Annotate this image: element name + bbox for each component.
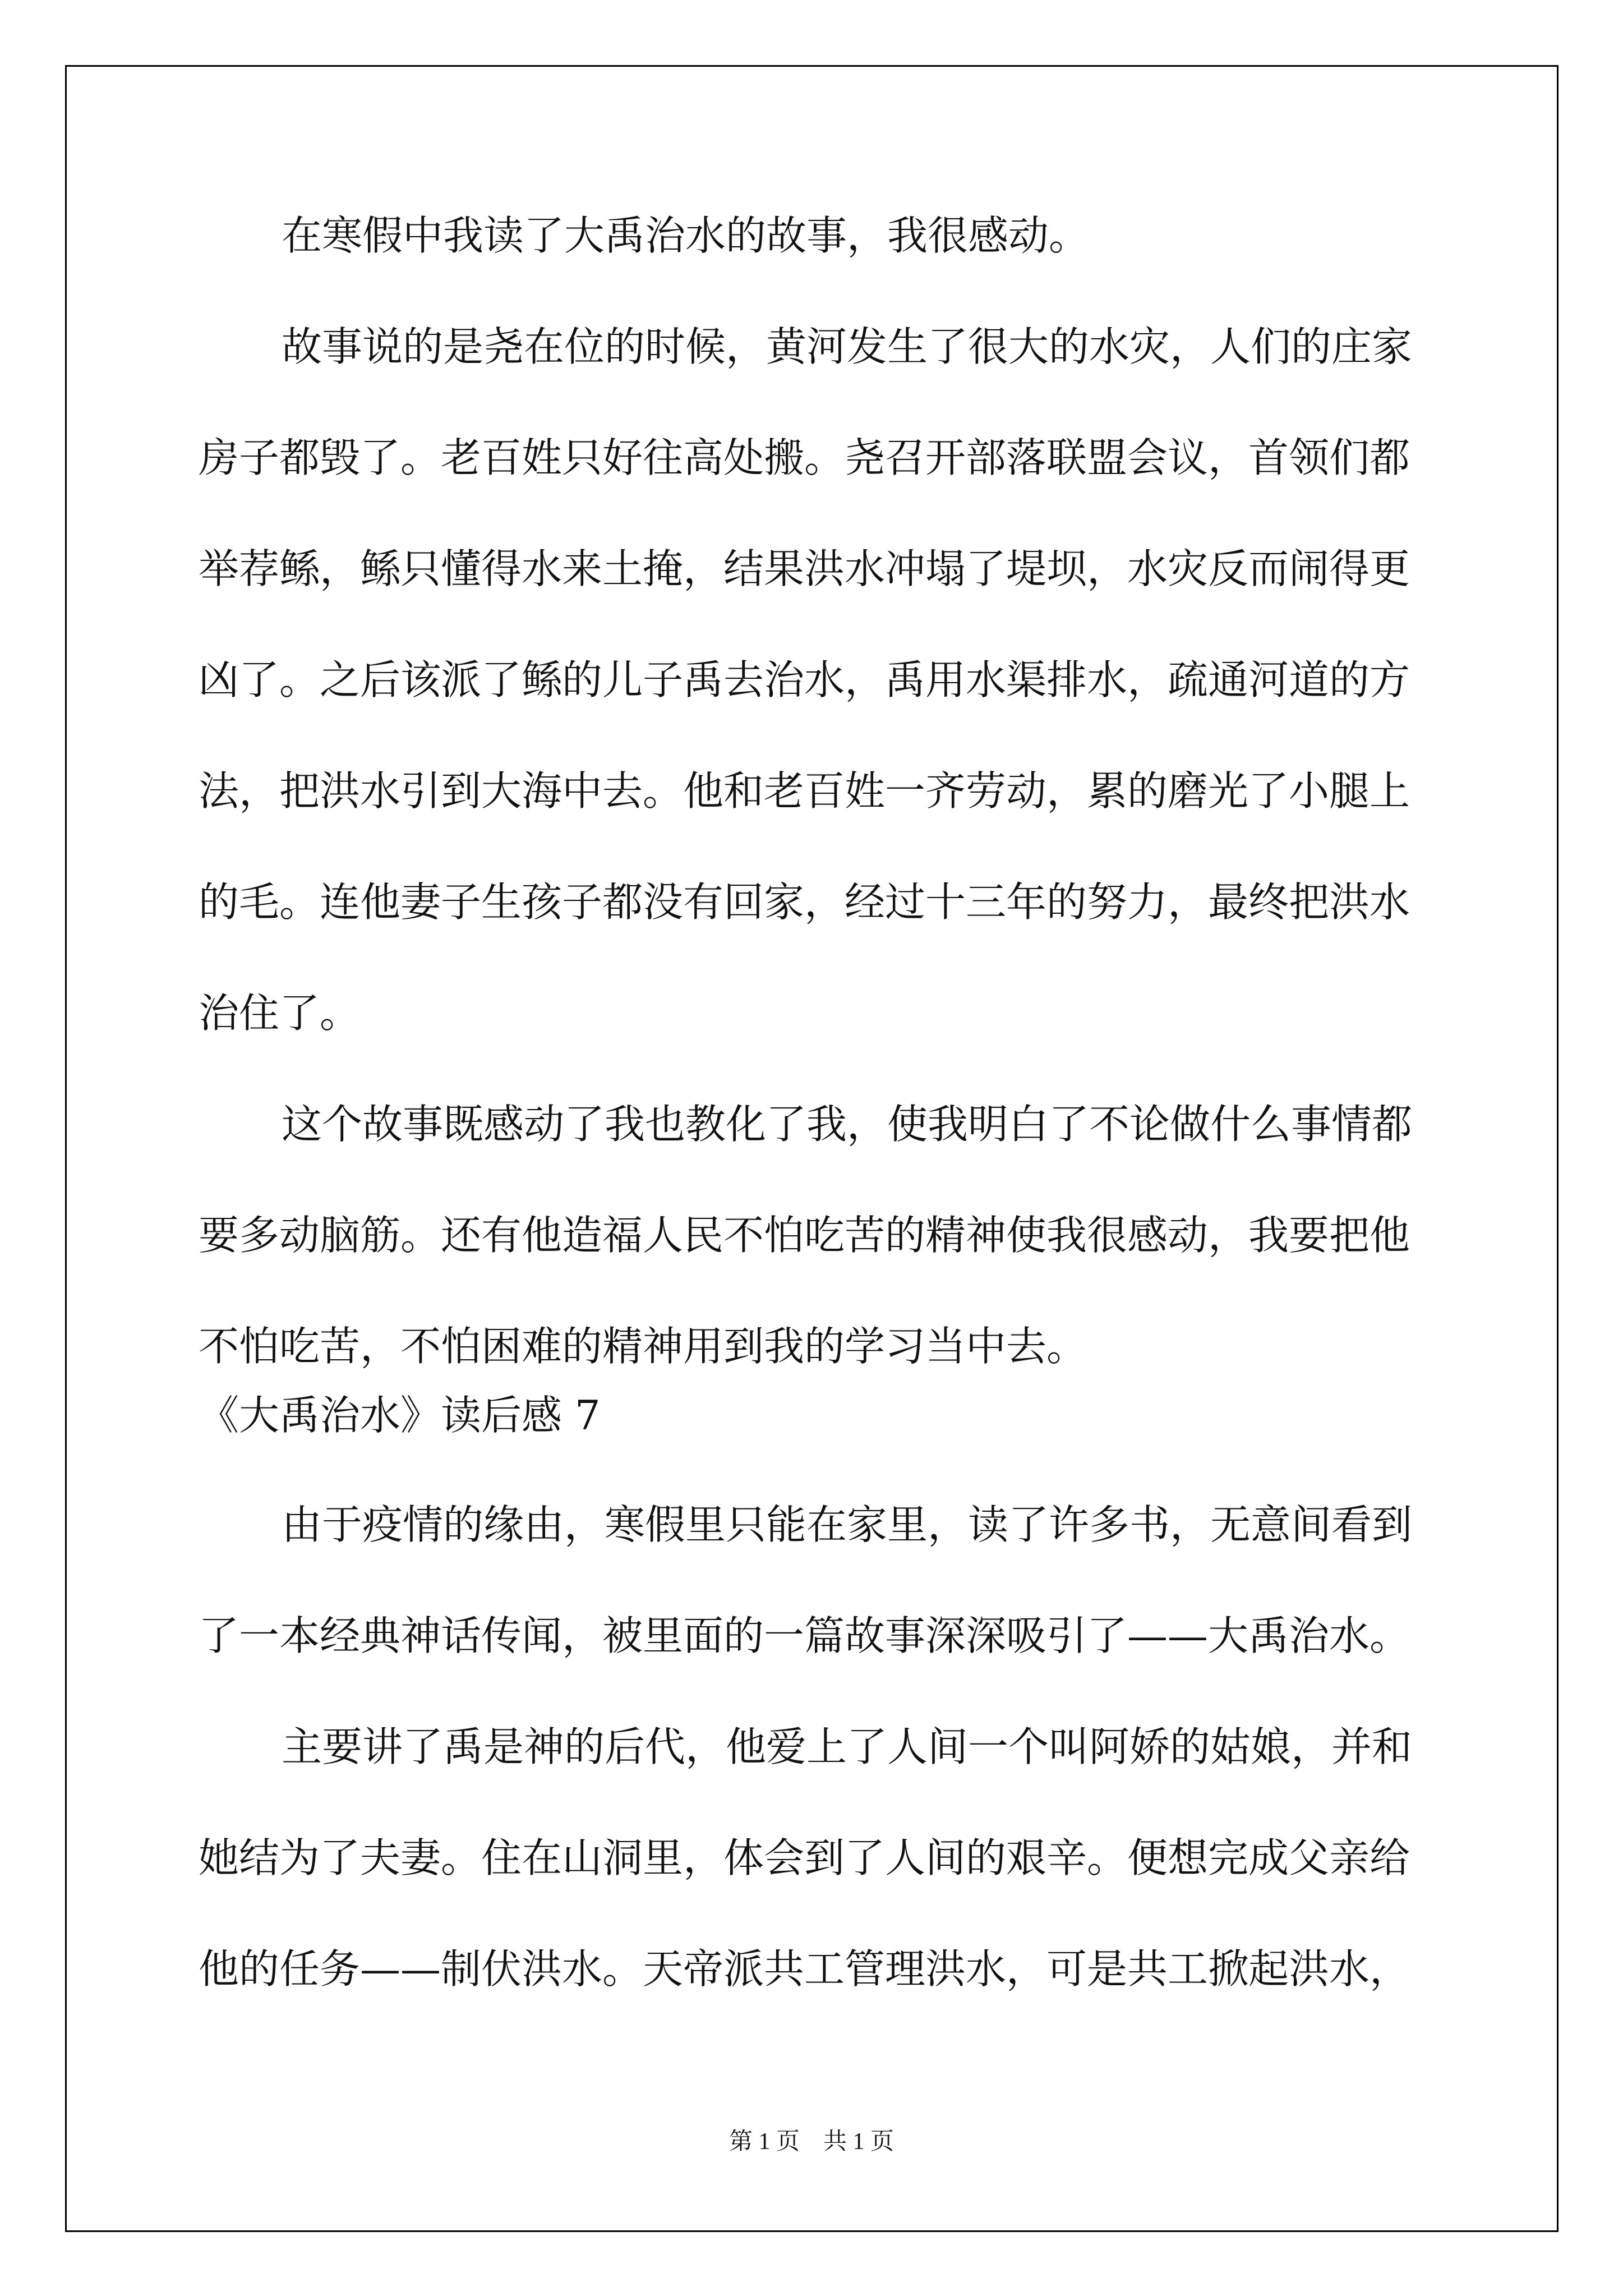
paragraph-line: 的毛。连他妻子生孩子都没有回家，经过十三年的努力，最终把洪水 xyxy=(199,878,1410,926)
page-footer: 第 1 页 共 1 页 xyxy=(728,2129,894,2155)
paragraph-line: 凶了。之后该派了鲧的儿子禹去治水，禹用水渠排水，疏通河道的方 xyxy=(199,656,1410,703)
paragraph-line: 了一本经典神话传闻，被里面的一篇故事深深吸引了——大禹治水。 xyxy=(199,1612,1410,1659)
paragraph-line: 主要讲了禹是神的后代，他爱上了人间一个叫阿娇的姑娘，并和 xyxy=(282,1723,1413,1770)
paragraph-line: 这个故事既感动了我也教化了我，使我明白了不论做什么事情都 xyxy=(282,1101,1413,1148)
paragraph-line: 由于疫情的缘由，寒假里只能在家里，读了许多书，无意间看到 xyxy=(282,1501,1413,1548)
paragraph-line: 他的任务——制伏洪水。天帝派共工管理洪水，可是共工掀起洪水， xyxy=(199,1945,1410,1993)
paragraph-line: 她结为了夫妻。住在山洞里，体会到了人间的艰辛。便想完成父亲给 xyxy=(199,1834,1410,1881)
paragraph-line: 治住了。 xyxy=(199,990,361,1037)
paragraph-line: 法，把洪水引到大海中去。他和老百姓一齐劳动，累的磨光了小腿上 xyxy=(199,767,1410,815)
paragraph-line: 举荐鲧，鲧只懂得水来土掩，结果洪水冲塌了堤坝，水灾反而闹得更 xyxy=(199,545,1410,592)
paragraph-line: 故事说的是尧在位的时候，黄河发生了很大的水灾，人们的庄家 xyxy=(282,323,1413,370)
body-section-2 xyxy=(199,1497,1432,2052)
body-section-1 xyxy=(199,208,1432,1429)
paragraph-line: 不怕吃苦，不怕困难的精神用到我的学习当中去。 xyxy=(199,1323,1087,1370)
paragraph-line: 在寒假中我读了大禹治水的故事，我很感动。 xyxy=(282,212,1090,259)
section-heading: 《大禹治水》读后感 7 xyxy=(199,1392,601,1439)
paragraph-line: 房子都毁了。老百姓只好往高处搬。尧召开部落联盟会议，首领们都 xyxy=(199,434,1410,481)
paragraph-line: 要多动脑筋。还有他造福人民不怕吃苦的精神使我很感动，我要把他 xyxy=(199,1212,1410,1259)
